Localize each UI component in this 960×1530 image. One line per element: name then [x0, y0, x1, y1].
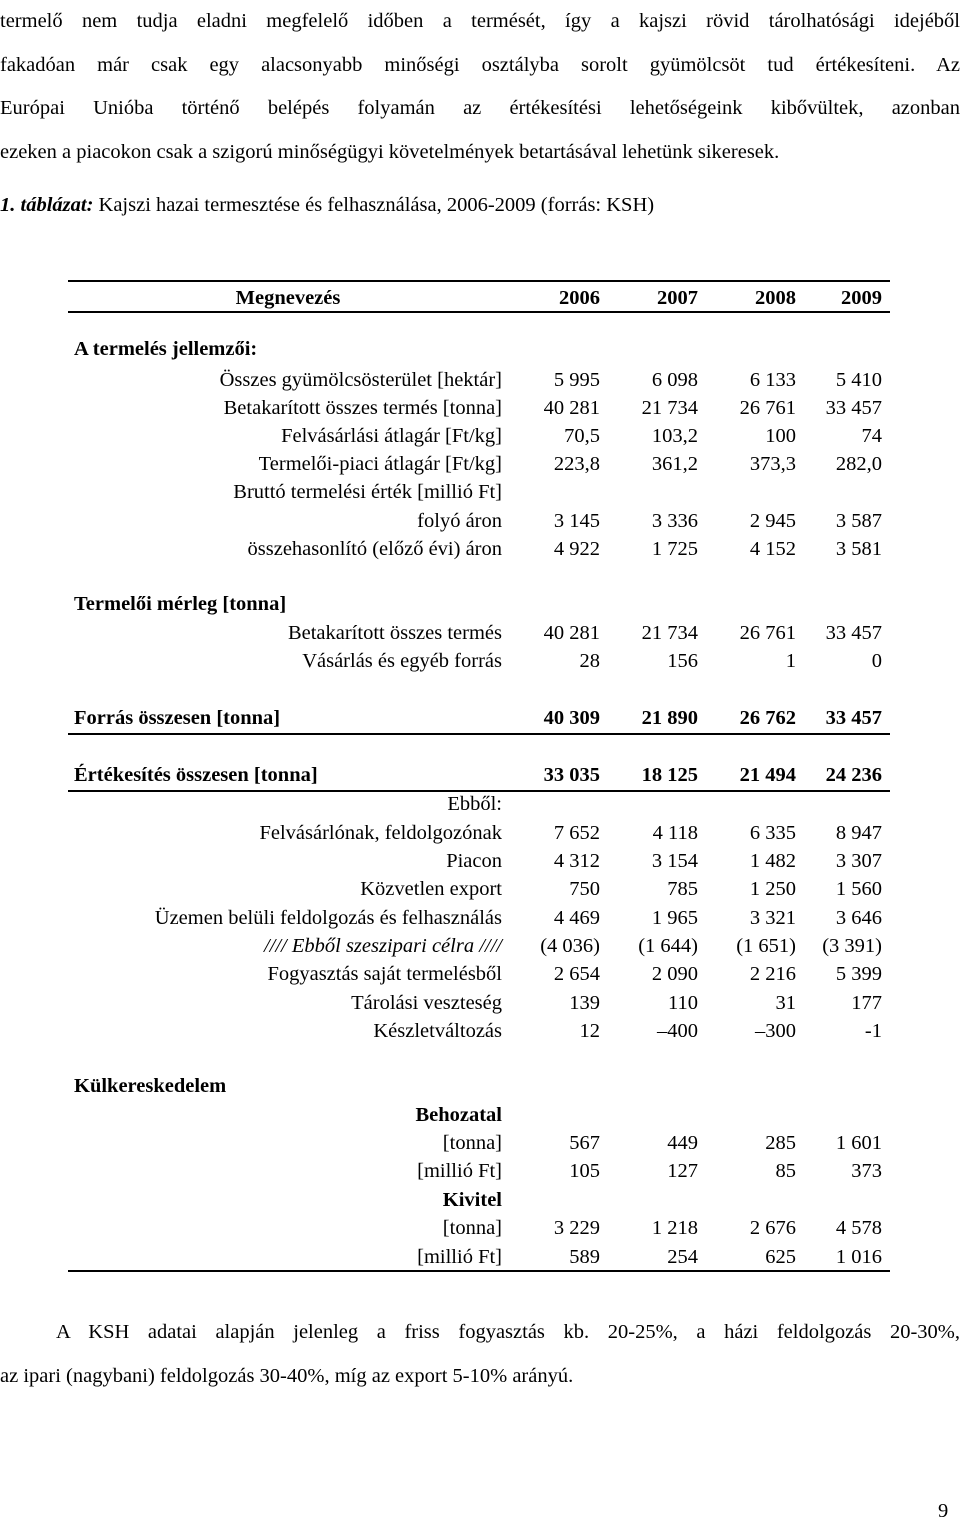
row-value-2009: 3 587 [835, 510, 882, 532]
row-label: Közvetlen export [360, 878, 502, 900]
row-value-2007: 254 [667, 1246, 698, 1268]
row-value-2009: 5 399 [835, 963, 882, 985]
row-value-2007: 4 118 [652, 822, 698, 844]
intro-line: fakadóan már csak egy alacsonyabb minőségi osztályba sorolt gyümölcsöt tud értékesíteni. Az [0, 53, 960, 76]
row-label: Betakarított összes termés [287, 622, 502, 644]
row-value-2009: 74 [861, 425, 882, 447]
row-value-2006: 589 [569, 1246, 600, 1268]
row-label: Készletváltozás [373, 1020, 502, 1042]
row-value-2008: 2 216 [749, 963, 796, 985]
table-header-rule [68, 311, 890, 313]
table-caption [0, 194, 654, 217]
table-row [68, 450, 890, 478]
table-row [68, 932, 890, 960]
row-label: folyó áron [417, 510, 502, 532]
header-year: 2007 [657, 287, 698, 309]
row-value-2006: 223,8 [553, 453, 600, 475]
row-value-2006: 5 995 [553, 369, 600, 391]
row-value-2008: –300 [755, 1020, 796, 1042]
row-value-2006: 40 281 [543, 622, 600, 644]
row-label: Külkereskedelem [74, 1075, 227, 1097]
header-year: 2008 [755, 287, 796, 309]
row-value-2008: 6 133 [749, 369, 796, 391]
row-value-2009: 4 578 [835, 1217, 882, 1239]
table-row [68, 847, 890, 875]
row-value-2008: 26 761 [739, 397, 796, 419]
row-value-2008: 26 761 [739, 622, 796, 644]
row-value-2009: 24 236 [825, 764, 882, 786]
row-label: Üzemen belüli feldolgozás és felhasználás [154, 907, 502, 929]
row-label: Összes gyümölcsösterület [hektár] [219, 369, 502, 391]
row-value-2006: 70,5 [564, 425, 600, 447]
header-label: Megnevezés [235, 287, 341, 309]
row-value-2009: 8 947 [835, 822, 882, 844]
row-value-2006: 4 312 [553, 850, 600, 872]
table-caption-lead: 1. táblázat: [0, 194, 94, 216]
row-value-2008: 1 250 [749, 878, 796, 900]
row-value-2007: 2 090 [651, 963, 698, 985]
table-row [68, 1101, 890, 1129]
table-row [68, 507, 890, 535]
row-value-2008: 373,3 [749, 453, 796, 475]
row-value-2006: 139 [569, 992, 600, 1014]
row-label: Forrás összesen [tonna] [74, 707, 281, 729]
table-bottom-rule [68, 1270, 890, 1272]
row-label: Betakarított összes termés [tonna] [223, 397, 502, 419]
row-label: Bruttó termelési érték [millió Ft] [233, 481, 502, 503]
row-label: Tárolási veszteség [351, 992, 502, 1014]
table-row [68, 875, 890, 903]
table-row [68, 1072, 890, 1100]
row-value-2008: 26 762 [739, 707, 796, 729]
row-label: [millió Ft] [417, 1246, 502, 1268]
row-value-2007: 3 154 [651, 850, 698, 872]
row-value-2006: 33 035 [543, 764, 600, 786]
page-number: 9 [938, 1500, 949, 1522]
row-value-2009: 3 646 [835, 907, 882, 929]
row-value-2007: 18 125 [641, 764, 698, 786]
table-row [68, 394, 890, 422]
row-value-2009: 33 457 [825, 707, 882, 729]
row-value-2008: 625 [765, 1246, 796, 1268]
row-value-2009: 33 457 [825, 397, 882, 419]
row-value-2007: 785 [667, 878, 698, 900]
row-value-2006: 40 281 [543, 397, 600, 419]
row-value-2006: 7 652 [553, 822, 600, 844]
row-label: [millió Ft] [417, 1160, 502, 1182]
outro-line: az ipari (nagybani) feldolgozás 30-40%, míg az export 5-10% arányú. [0, 1364, 574, 1387]
row-value-2007: 127 [667, 1160, 698, 1182]
table-row [68, 335, 890, 363]
table-row [68, 1129, 890, 1157]
row-value-2008: 85 [775, 1160, 796, 1182]
row-value-2009: 0 [871, 650, 882, 672]
row-label: Ebből: [447, 793, 502, 815]
table-row [68, 819, 890, 847]
row-value-2007: 1 218 [651, 1217, 698, 1239]
row-value-2007: 21 890 [641, 707, 698, 729]
table-row [68, 704, 890, 732]
row-rule [68, 733, 890, 735]
row-value-2007: 361,2 [651, 453, 698, 475]
row-value-2007: 21 734 [641, 397, 698, 419]
row-value-2009: 373 [851, 1160, 882, 1182]
intro-line: ezeken a piacokon csak a szigorú minőségügyi követelmények betartásával lehetünk sikeresek. [0, 140, 780, 163]
row-value-2008: 31 [775, 992, 796, 1014]
row-value-2008: 1 [785, 650, 796, 672]
row-value-2006: 4 469 [553, 907, 600, 929]
header-year: 2009 [841, 287, 882, 309]
row-label: Termelői-piaci átlagár [Ft/kg] [258, 453, 502, 475]
row-value-2006: 567 [569, 1132, 600, 1154]
outro-line: A KSH adatai alapján jelenleg a friss fogyasztás kb. 20-25%, a házi feldolgozás 20-30%, [56, 1321, 960, 1343]
row-value-2006: 105 [569, 1160, 600, 1182]
row-value-2006: 4 922 [553, 538, 600, 560]
row-value-2008: 6 335 [749, 822, 796, 844]
row-label: Felvásárlónak, feldolgozónak [259, 822, 502, 844]
intro-line: Európai Unióba történő belépés folyamán az értékesítési lehetőségeink kibővültek, azonban [0, 97, 960, 119]
table-row [68, 1214, 890, 1242]
table-row [68, 647, 890, 675]
row-value-2007: 103,2 [651, 425, 698, 447]
table-top-rule [68, 280, 890, 282]
header-year: 2006 [559, 287, 600, 309]
table-caption-text: Kajszi hazai termesztése és felhasználása, 2006-2009 (forrás: KSH) [93, 194, 655, 216]
row-value-2009: 3 581 [835, 538, 882, 560]
row-label: Termelői mérleg [tonna] [74, 593, 287, 615]
row-value-2007: 1 965 [651, 907, 698, 929]
row-value-2009: 33 457 [825, 622, 882, 644]
row-value-2009: 177 [851, 992, 882, 1014]
row-value-2007: –400 [657, 1020, 698, 1042]
table-row [68, 1157, 890, 1185]
table-row [68, 790, 890, 818]
intro-line: termelő nem tudja eladni megfelelő időben a termését, így a kajszi rövid tárolhatósági idejéből [0, 10, 960, 32]
row-label: összehasonlító (előző évi) áron [247, 538, 502, 560]
table-row [68, 761, 890, 789]
table-row [68, 590, 890, 618]
table-row [68, 535, 890, 563]
row-value-2009: 3 307 [835, 850, 882, 872]
row-label: [tonna] [442, 1132, 502, 1154]
row-value-2008: 4 152 [749, 538, 796, 560]
row-value-2008: (1 651) [736, 935, 796, 957]
row-value-2006: 12 [579, 1020, 600, 1042]
row-value-2009: 1 016 [835, 1246, 882, 1268]
outro-paragraph [0, 1311, 960, 1398]
row-value-2008: 2 945 [749, 510, 796, 532]
row-value-2007: 110 [668, 992, 698, 1014]
row-value-2007: 3 336 [651, 510, 698, 532]
table-row [68, 960, 890, 988]
row-value-2006: 750 [569, 878, 600, 900]
row-value-2006: 3 229 [553, 1217, 600, 1239]
row-value-2008: 285 [765, 1132, 796, 1154]
row-label: [tonna] [442, 1217, 502, 1239]
row-value-2007: 1 725 [651, 538, 698, 560]
table-header-row [68, 284, 890, 312]
table-row [68, 366, 890, 394]
row-value-2007: 156 [667, 650, 698, 672]
row-value-2008: 2 676 [749, 1217, 796, 1239]
row-label: Piacon [446, 850, 502, 872]
row-value-2006: 28 [579, 650, 600, 672]
row-value-2009: -1 [864, 1020, 882, 1042]
intro-paragraph [0, 0, 960, 174]
table-row [68, 1186, 890, 1214]
row-value-2009: (3 391) [822, 935, 882, 957]
row-label: Kivitel [442, 1189, 502, 1211]
row-label: //// Ebből szeszipari célra //// [263, 935, 502, 957]
table-row [68, 904, 890, 932]
row-value-2006: 40 309 [543, 707, 600, 729]
table-row [68, 1017, 890, 1045]
row-value-2009: 1 601 [835, 1132, 882, 1154]
row-value-2006: 3 145 [553, 510, 600, 532]
row-value-2008: 21 494 [739, 764, 796, 786]
row-label: Fogyasztás saját termelésből [267, 963, 502, 985]
row-value-2006: 2 654 [553, 963, 600, 985]
row-value-2008: 100 [765, 425, 796, 447]
row-label: A termelés jellemzői: [74, 338, 258, 360]
row-value-2007: (1 644) [638, 935, 698, 957]
table-row [68, 422, 890, 450]
row-value-2006: (4 036) [540, 935, 600, 957]
row-value-2007: 6 098 [651, 369, 698, 391]
table-row [68, 989, 890, 1017]
row-label: Felvásárlási átlagár [Ft/kg] [281, 425, 502, 447]
table-row [68, 478, 890, 506]
row-label: Vásárlás és egyéb forrás [302, 650, 502, 672]
row-label: Értékesítés összesen [tonna] [74, 764, 318, 786]
table-row [68, 1243, 890, 1271]
row-label: Behozatal [415, 1104, 502, 1126]
row-value-2009: 5 410 [835, 369, 882, 391]
row-value-2008: 3 321 [749, 907, 796, 929]
row-value-2009: 1 560 [835, 878, 882, 900]
row-value-2009: 282,0 [835, 453, 882, 475]
row-value-2008: 1 482 [749, 850, 796, 872]
row-value-2007: 21 734 [641, 622, 698, 644]
table-row [68, 619, 890, 647]
row-value-2007: 449 [667, 1132, 698, 1154]
